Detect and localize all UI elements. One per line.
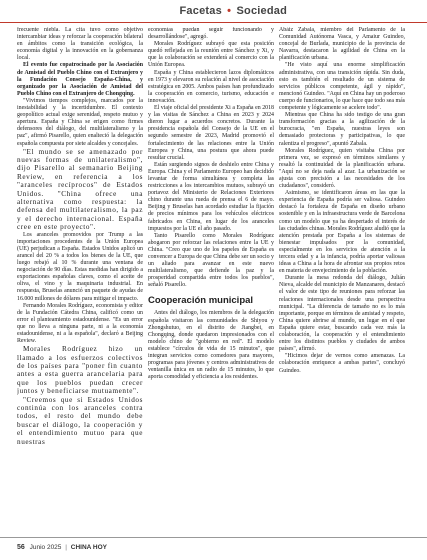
article-column-2 [148,27,274,532]
paragraph: El viaje oficial del presidente Xi a España en 2018 y las visitas de Sánchez a China en 2023 y 2024 dieron lugar a acuerdos concretos. Durante la presidencia española del Consejo de la UE en el segundo semestre de 2023, Madrid promovió el fortalecimiento de las relaciones entre la Unión Europea y China, una postura que ahora puede resultar crucial. [148,105,274,161]
paragraph: "El mundo se se amenazado por nuevas formas de unilateralismo", dijo Pisarello al semanario Beijing Review, en referencia a los "aranceles recíprocos" de Estados Unidos. "China ofrece una alternativa como respuesta: la defensa del multilateralismo, la paz y el derecho internacional. España cree en este proyecto". [17,147,143,232]
paragraph: Están surgiendo signos de deshielo entre China y Europa. China y el Parlamento Europeo han decidido levantar de forma simultánea y completa las restricciones a los intercambios mutuos, subrayó un portavoz del Ministerio de Relaciones Exteriores chino durante una rueda de prensa el 6 de mayo. Beijing y Bruselas han acordado estudiar la fijación de precios mínimos para los vehículos eléctricos fabricados en China, en lugar de los aranceles impuestos por la UE el año pasado. [148,161,274,232]
paragraph: Morales Rodríguez hizo un llamado a los esfuerzos colectivos de los países para "poner fin cuanto antes a esta guerra arancelaria para que los pueblos puedan crecer juntos y beneficiarse mutuamente". [17,345,143,396]
magazine-name: CHINA HOY [70,544,107,551]
paragraph: Fernando Morales Rodríguez, economista y editor de la Fundación Cátedra China, calificó como un error el planteamiento estadounidense. "Es un error que no lleva a ninguna parte, ni a la economía estadounidense, ni a la española", declaró a Beijing Review. [17,302,143,345]
paragraph: "Creemos que si Estados Unidos continúa con los aranceles contra todos, el resto del mundo debe buscar el diálogo, la cooperación y el entendimiento mutuo para que nuestras [17,395,143,446]
paragraph: Morales Rodríguez subrayó que esta posición quedó reflejada en la reunión entre Sánchez y Xi, y que la colaboración se extenderá al comercio con la Unión Europea. [148,41,274,69]
paragraph: Los aranceles promovidos por Trump a las importaciones procedentes de la Unión Europea (UE) perjudican a España. Estados Unidos aplicó un arancel del 20 % a todos los bienes de la UE, que luego rebajó al 10 % durante una ventana de negociación de 90 días. Estas medidas han dirigido a exportaciones españolas claves, como el aceite de oliva, el vino y la maquinaria industrial. En respuesta, Bruselas anunció un paquete de ayudas de 16.000 millones de dólares para mitigar el impacto. [17,231,143,302]
paragraph: Morales Rodríguez, quien visitaba China por primera vez, se expresó en términos similares y resaltó la continuidad de la planificación urbana. "Aquí no se deja nada al azar. La urbanización se ajusta con precisión a las necesidades de los ciudadanos", consideró. [279,147,405,190]
section-title [180,5,287,17]
paragraph: "Vivimos tiempos complejos, marcados por la inestabilidad y la incertidumbre. El contexto geopolítico actual exige serenidad, respeto mutuo y apertura. España y China se erigen como firmes defensores del diálogo, del multilateralismo y la paz", afirmó Pisarello, quien enalteció la delegación española compuesta por siete alcaldes y concejales. [17,97,143,147]
paragraph: España y China establecieron lazos diplomáticos en 1973 y elevaron su relación al nivel de asociación estratégica en 2005. Ambos países han profundizado la cooperación en comercio, turismo, educación e innovación. [148,69,274,104]
paragraph: economías puedan seguir funcionando y desarrollándose", agregó. [148,27,274,41]
issue-date: Junio 2025 [29,544,62,551]
section-label: Facetas [179,5,222,17]
paragraph: "Hicimos dejar de vernos como amenazas. La colaboración enriquece a ambas partes", concluyó Guindeo. [279,353,405,374]
section-separator: • [227,5,232,17]
article-column-1 [17,27,143,532]
page-number: 56 [17,544,25,551]
paragraph: Tanto Pisarello como Morales Rodríguez abogaron por reforzar las relaciones entre la UE y China. "Creo que uno de los papeles de España es convencer a Europa de que China debe ser un socio y un aliado para avanzar en este nuevo multilateralismo, que defiende la paz y la prosperidad compartida entre todos los pueblos", señaló Pisarello. [148,232,274,289]
article-column-3 [279,27,405,532]
page-footer [0,537,427,560]
folio-separator: | [65,544,67,551]
paragraph: "He visto aquí una enorme simplificación administrativa, con una transición rápida. Sin duda, esto es también el resultado de un sistema de servicios públicos competente, ágil y rápido", mencionó Guindeo. "Aquí en China hay un poderoso cuerpo de funcionarios, lo que hace que todo sea más competente y lógicamente se acelere todo". [279,62,405,112]
paragraph: frecuente niebla. La cita tuvo como objetivo intercambiar ideas y reforzar la cooperación bilateral en ámbitos como la transición ecológica, la economía digital y la innovación en la gobernanza local. [17,27,143,62]
section-name: Sociedad [236,5,287,17]
page-header [0,0,427,23]
section-subheading: Cooperación municipal [148,295,254,307]
paragraph: Mientras que China ha sido testigo de una gran transformación gracias a la agilización de la burocracia, "en España, nuestras leyes son demasiado protectoras y participativas, lo que ralentiza el progreso", apuntó Zabala. [279,112,405,147]
paragraph: Abáiz Zabala, miembro del Parlamento de la Comunidad Autónoma Vasca, y Amaiur Guindeo, concejal de Burlada, municipio de la provincia de Navarra, destacaron la agilidad de China en la planificación urbana. [279,27,405,62]
paragraph: Antes del diálogo, los miembros de la delegación española visitaron las comunidades de Shiyou y Zhongshutuo, en el distrito de Jiangbei, en Chongqing, donde quedaron impresionados con el modelo chino de "gobierno en red". El modelo establece "círculos de vida de 15 minutos", que integran servicios como comedores para mayores, programas para jóvenes y centros administrativos de ventanilla única en un radio de 15 minutos, lo que aporta comodidad y eficiencia a los residentes. [148,310,274,381]
paragraph: Durante la mesa redonda del diálogo, Julián Nieva, alcalde del municipio de Manzanares, destacó el valor de este tipo de reuniones para reforzar las relaciones internacionales desde una perspectiva municipal. "La diferencia de tamaño no es lo más importante, porque en términos de amistad y respeto, China quiere abrirse al mundo, un lugar en el que España quiere estar, buscando cada vez más la colaboración, la cooperación y el entendimiento entre los distintos pueblos y ciudades de ambos países", afirmó. [279,275,405,353]
paragraph: El evento fue copatrocinado por la Asociación de Amistad del Pueblo Chino con el Extranjero y la Fundación Consejo España-China, y organizado por la Asociación de Amistad del Pueblo Chino con el Extranjero de Chongqing. [17,62,143,97]
paragraph: Asimismo, se identificaron áreas en las que la experiencia de España podría ser valiosa. Guindeo destacó la fortaleza de España en diseño urbano sostenible y en la infraestructura verde de Barcelona como un modelo que ya ha despertado el interés de las ciudades chinas. Morales Rodríguez aludió que la atención prestada por España a los sistemas de bienestar impulsados por la comunidad, especialmente en los servicios de atención a la tercera edad y a la infancia, podría aportar valiosas ideas a China a la hora de afrontar sus propios retos en materia de envejecimiento de la población. [279,190,405,275]
folio [17,544,107,551]
